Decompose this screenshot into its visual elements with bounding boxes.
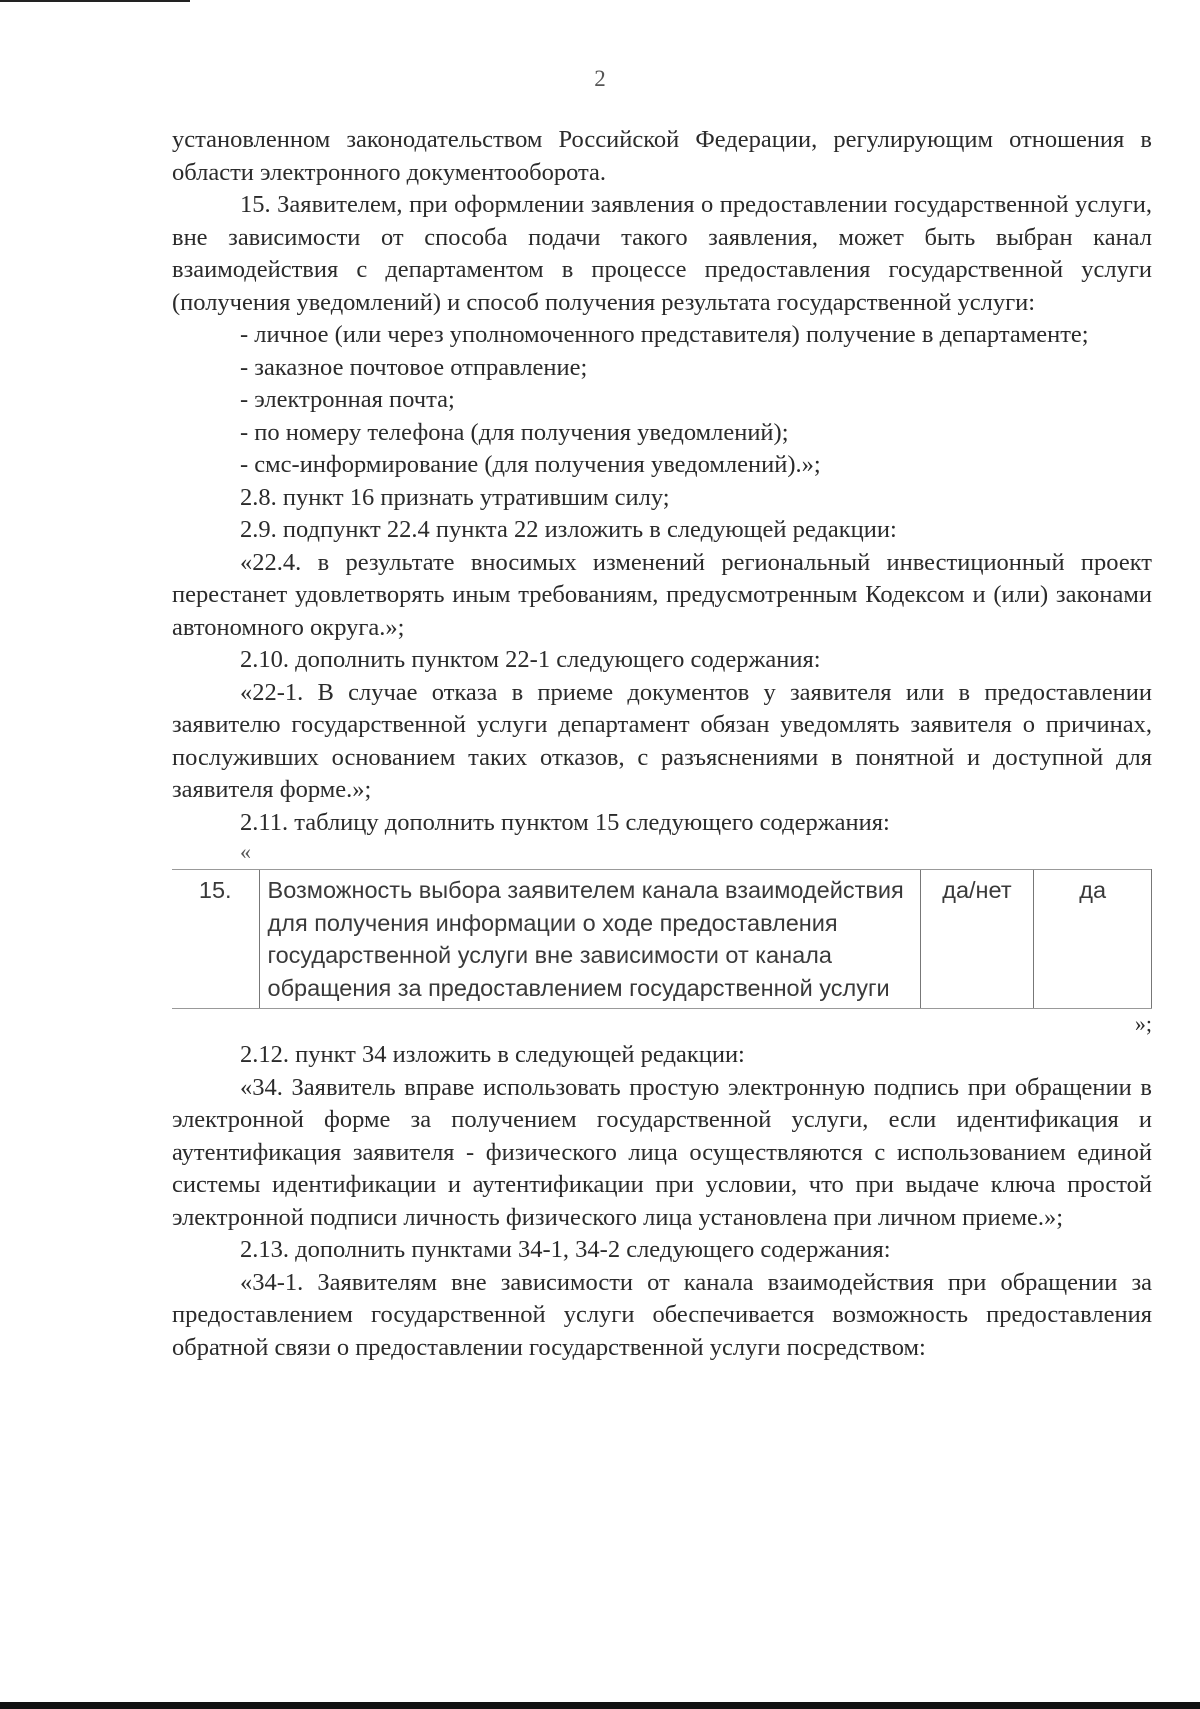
paragraph: «34. Заявитель вправе использовать простую электронную подпись при обращении в электронной форме за получением государственной услуги, если идентификация и аутентификация заявителя - физического лица осуществляются с использованием единой системы идентификации и аутентификации при условии, что при выдаче ключа простой электронной подписи личность физического лица установлена при личном приеме.»; bbox=[172, 1073, 1152, 1231]
page-number: 2 bbox=[594, 66, 606, 91]
paragraph: - личное (или через уполномоченного представителя) получение в департаменте; bbox=[240, 321, 1089, 348]
table-cell-number: 15. bbox=[172, 870, 259, 1009]
table-cell-value: да bbox=[1034, 870, 1152, 1009]
paragraph: 2.12. пункт 34 изложить в следующей редакции: bbox=[240, 1041, 745, 1068]
scan-border-bottom bbox=[0, 1702, 1200, 1709]
table-close-quote: »; bbox=[1134, 1011, 1152, 1036]
paragraph: 2.8. пункт 16 признать утратившим силу; bbox=[240, 483, 670, 511]
paragraph: установленном законодательством Российской Федерации, регулирующим отношения в области электронного документооборота. bbox=[172, 126, 1152, 186]
table-open-quote: « bbox=[240, 839, 251, 864]
table-row bbox=[172, 870, 1152, 1009]
inserted-table bbox=[172, 869, 1152, 1009]
paragraph: 2.11. таблицу дополнить пунктом 15 следующего содержания: bbox=[240, 808, 890, 836]
paragraph: 2.10. дополнить пунктом 22-1 следующего содержания: bbox=[240, 646, 821, 673]
paragraphs-before-table bbox=[172, 124, 1152, 839]
paragraph: - смс-информирование (для получения уведомлений).»; bbox=[240, 451, 821, 478]
paragraph: «22.4. в результате вносимых изменений региональный инвестиционный проект перестанет удовлетворять иным требованиям, предусмотренным Кодексом и (или) законами автономного округа.»; bbox=[172, 548, 1152, 641]
table-cell-unit: да/нет bbox=[920, 870, 1034, 1009]
paragraph: 2.13. дополнить пунктами 34-1, 34-2 следующего содержания: bbox=[240, 1236, 891, 1263]
scan-border-top bbox=[0, 0, 190, 2]
paragraph: 15. Заявителем, при оформлении заявления о предоставлении государственной услуги, вне зависимости от способа подачи такого заявления, может быть выбран канал взаимодействия с департаментом в процессе предоставления государственной услуги (получения уведомлений) и способ получения результата государственной услуги: bbox=[172, 191, 1152, 316]
paragraph: - заказное почтовое отправление; bbox=[240, 353, 588, 381]
paragraph: 2.9. подпункт 22.4 пункта 22 изложить в следующей редакции: bbox=[240, 516, 897, 543]
paragraphs-after-table bbox=[172, 1039, 1152, 1364]
table-cell-description: Возможность выбора заявителем канала взаимодействия для получения информации о ходе предоставления государственной услуги вне зависимости от канала обращения за предоставлением государственной услуги bbox=[259, 870, 920, 1009]
paragraph: - по номеру телефона (для получения уведомлений); bbox=[240, 418, 789, 446]
paragraph: «22-1. В случае отказа в приеме документов у заявителя или в предоставлении заявителю государственной услуги департамент обязан уведомлять заявителя о причинах, послуживших основанием таких отказов, с разъяснениями в понятной и доступной для заявителя форме.»; bbox=[172, 678, 1152, 803]
paragraph: «34-1. Заявителям вне зависимости от канала взаимодействия при обращении за предоставлением государственной услуги обеспечивается возможность предоставления обратной связи о предоставлении государственной услуги посредством: bbox=[172, 1268, 1152, 1361]
document-body bbox=[172, 124, 1152, 1364]
paragraph: - электронная почта; bbox=[240, 386, 455, 413]
